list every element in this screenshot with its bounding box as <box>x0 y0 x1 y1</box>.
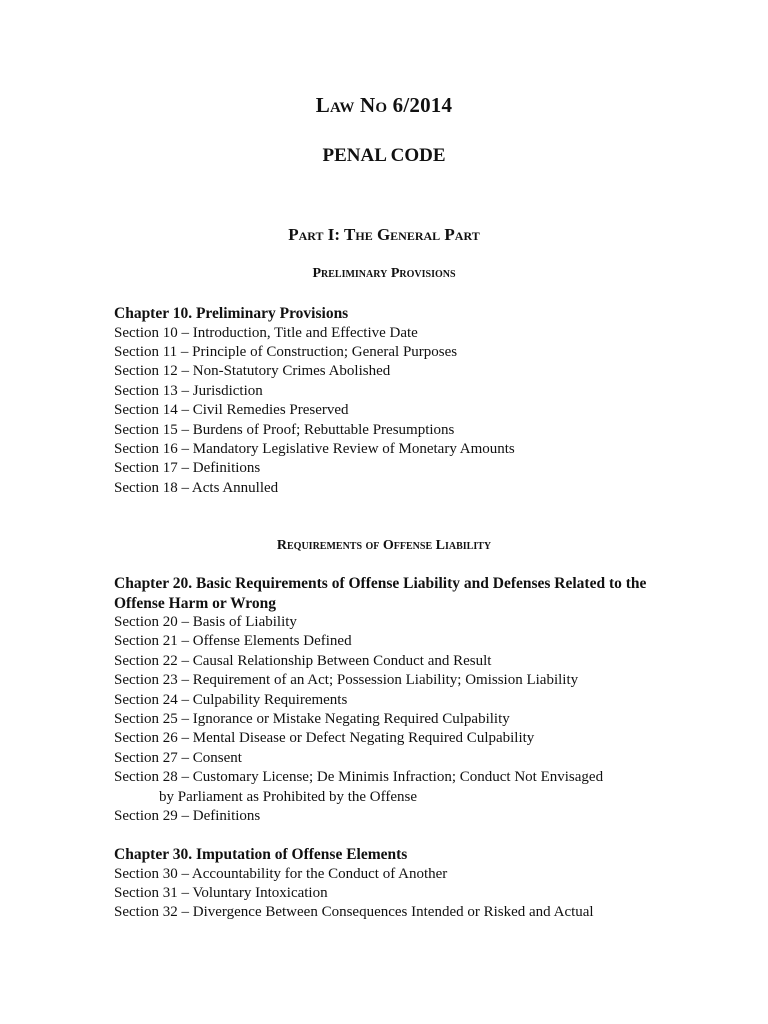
chapter-20-block <box>114 574 674 826</box>
section-line: Section 18 – Acts Annulled <box>114 479 279 496</box>
section-line: Section 13 – Jurisdiction <box>114 382 263 399</box>
section-line: Section 16 – Mandatory Legislative Review of Monetary Amounts <box>114 440 515 457</box>
group-heading-preliminary: Preliminary Provisions <box>312 266 456 281</box>
section-line: Section 21 – Offense Elements Defined <box>114 633 352 650</box>
section-line: Section 20 – Basis of Liability <box>114 614 297 630</box>
section-line: Section 27 – Consent <box>114 749 242 766</box>
section-continuation-text: by Parliament as Prohibited by the Offense <box>159 788 418 805</box>
section-line: Section 12 – Non-Statutory Crimes Abolished <box>114 363 391 380</box>
section-line-continuation <box>114 788 674 807</box>
section-line: Section 31 – Voluntary Intoxication <box>114 884 328 901</box>
chapter-title: Chapter 20. Basic Requirements of Offense Liability and Defenses Related to the Offense Harm or Wrong <box>114 575 647 612</box>
section-line: Section 29 – Definitions <box>114 808 261 825</box>
section-line: Section 14 – Civil Remedies Preserved <box>114 402 349 419</box>
section-line: Section 32 – Divergence Between Consequences Intended or Risked and Actual <box>114 904 594 921</box>
group-heading-offense-liability: Requirements of Offense Liability <box>276 538 492 553</box>
section-line: Section 25 – Ignorance or Mistake Negating Required Culpability <box>114 711 510 728</box>
section-line: Section 26 – Mental Disease or Defect Negating Required Culpability <box>114 730 535 747</box>
section-line: Section 10 – Introduction, Title and Effective Date <box>114 324 418 341</box>
chapter-title: Chapter 10. Preliminary Provisions <box>114 305 349 322</box>
section-line: Section 22 – Causal Relationship Between Conduct and Result <box>114 652 492 669</box>
part-heading: Part I: The General Part <box>288 225 480 244</box>
chapter-30-block <box>114 845 674 923</box>
section-line: Section 28 – Customary License; De Minimis Infraction; Conduct Not Envisaged <box>114 769 604 786</box>
document-subtitle: PENAL CODE <box>322 145 446 166</box>
chapter-title: Chapter 30. Imputation of Offense Elements <box>114 846 408 863</box>
section-line: Section 15 – Burdens of Proof; Rebuttable Presumptions <box>114 421 455 438</box>
section-line: Section 23 – Requirement of an Act; Possession Liability; Omission Liability <box>114 672 579 689</box>
section-line: Section 24 – Culpability Requirements <box>114 691 348 708</box>
section-line: Section 11 – Principle of Construction; General Purposes <box>114 343 458 360</box>
law-title: Law No 6/2014 <box>315 93 453 117</box>
section-line: Section 30 – Accountability for the Conduct of Another <box>114 865 448 882</box>
section-line: Section 17 – Definitions <box>114 460 261 477</box>
chapter-10-block <box>114 304 674 498</box>
